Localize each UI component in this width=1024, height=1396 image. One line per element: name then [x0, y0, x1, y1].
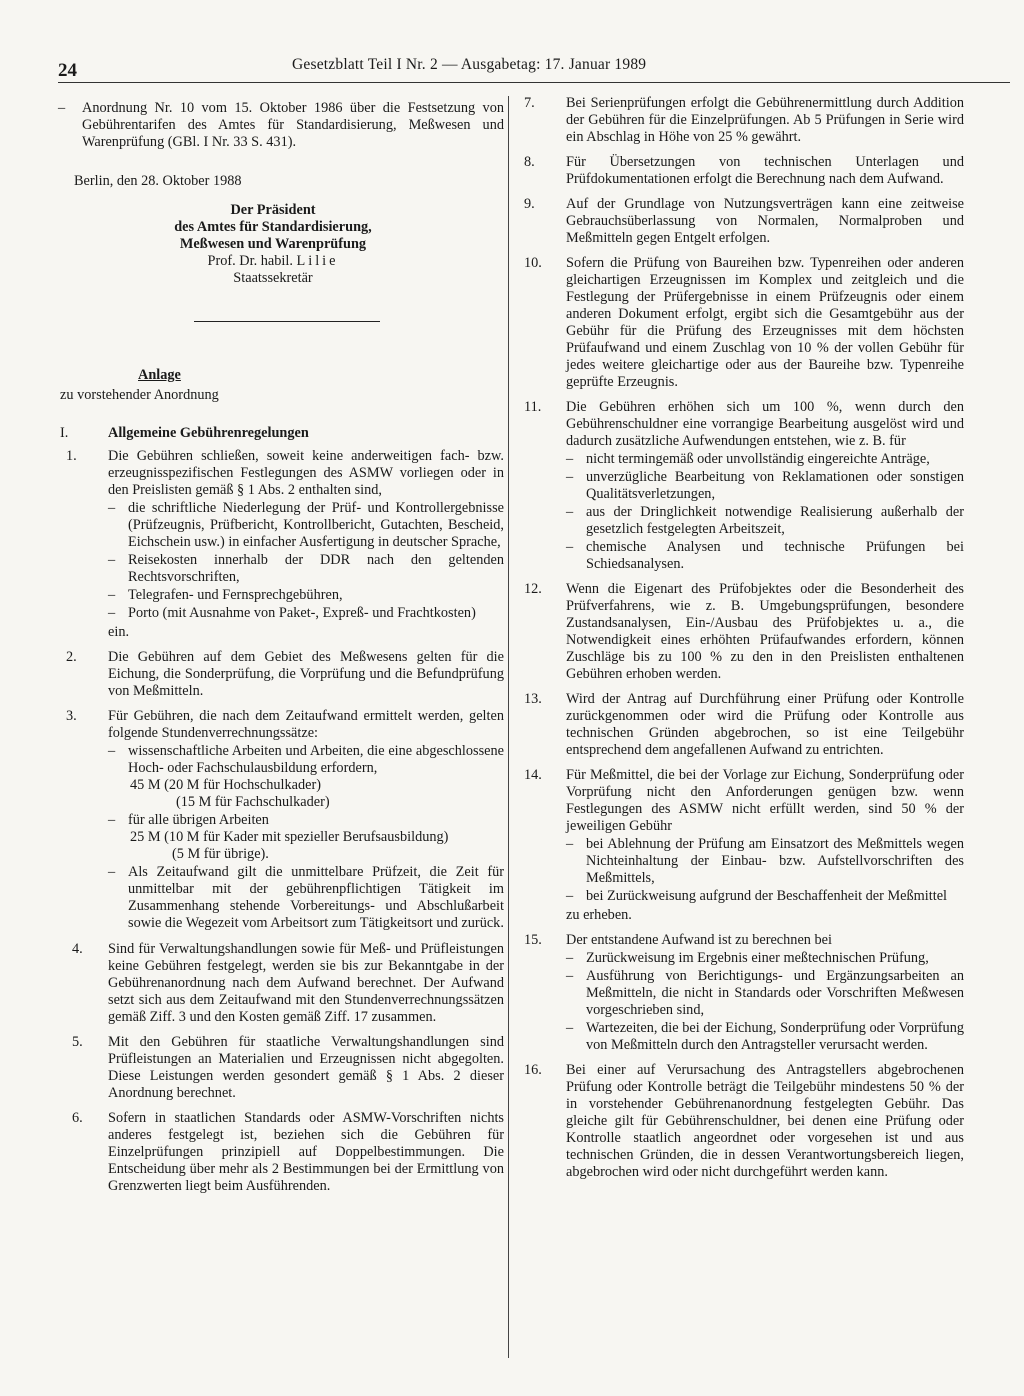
- list-item: 13. Wird der Antrag auf Durchführung einer Prüfung oder Kontrolle zurückgenommen oder wird die Prüfung oder Kontrolle aus technischen Gründen abgebrochen, so ist eine Teilgebühr entsprechend dem angefallenen Aufwand zu entrichten.: [524, 691, 964, 758]
- header-rule: [58, 82, 1010, 83]
- list-item: 8. Für Übersetzungen von technischen Unterlagen und Prüfdokumentationen erfolgt die Berechnung nach dem Aufwand.: [524, 154, 964, 187]
- anlage-title: Anlage: [138, 367, 181, 383]
- list-item: 1. Die Gebühren schließen, soweit keine anderweitigen fach- bzw. erzeugnisspezifischen Festlegungen des ASMW vorliegen oder in den Preislisten gemäß § 1 Abs. 2 enthalten sind, – die schriftliche Niederlegung der Prüf- und Kontrollergebnisse (Prüfzeugnis, Prüfbericht, Kontrollbericht, Gutachten, Bescheid, Eichschein usw.) in einfacher Ausfertigung in deutscher Sprache, – Reisekosten innerhalb der DDR nach den geltenden Rechtsvorschriften, – Telegrafen- und Fernsprechgebühren, – Porto (mit Ausnahme von Paket-, Expreß- und Frachtkosten) ein.: [66, 448, 504, 640]
- list-item: 10. Sofern die Prüfung von Baureihen bzw. Typenreihen oder anderen gleichartigen Erzeugnissen im Komplex und zeitgleich und die Festlegung der Prüfergebnisse in einem Prüfzeugnis oder einem anderen Dokument erfolgt, ergibt sich die Gesamtgebühr aus der Gebühr für die Prüfung des Erzeugnisses mit dem höchsten Prüfaufwand und einem Zuschlag von 10 % der vollen Gebühr für jedes weitere gleichartige oder aus der Baureihe bzw. Typenreihe geprüfte Erzeugnis.: [524, 255, 964, 390]
- page-header-title: Gesetzblatt Teil I Nr. 2 — Ausgabetag: 17. Januar 1989: [292, 56, 647, 73]
- place-date: Berlin, den 28. Oktober 1988: [74, 173, 242, 189]
- list-item: 7. Bei Serienprüfungen erfolgt die Gebührenermittlung durch Addition der Gebühren für die Einzelprüfungen. Ab 5 Prüfungen in Serie wird ein Abschlag in Höhe von 25 % gewährt.: [524, 95, 964, 145]
- right-column: [516, 95, 964, 1181]
- list-item: 12. Wenn die Eigenart des Prüfobjektes oder die Besonderheit des Prüfverfahrens, wie z. B. Umgebungsprüfungen, besondere Zustandsanalysen, Ein-/Ausbau des Prüfobjektes u. a., die Notwendigkeit eines erhöhten Prüfaufwandes erfordern, können Zuschläge bis zu 100 % zu den in den Preislisten enthaltenen Gebühren erhoben werden.: [524, 581, 964, 682]
- list-item: 3. Für Gebühren, die nach dem Zeitaufwand ermittelt werden, gelten folgende Stundenverrechnungssätze: – wissenschaftliche Arbeiten und Arbeiten, die eine abgeschlossene Hoch- oder Fachschulausbildung erfordern, 45 M (20 M für Hochschulkader) (15 M für Fachschulkader) – für alle übrigen Arbeiten 25 M (10 M für Kader mit spezieller Berufsausbildung) (5 M für übrige). – Als Zeitaufwand gilt die unmittelbare Prüfzeit, die Zeit für unmittelbar mit der gebührenpflichtigen Tätigkeit im Zusammenhang stehende Vorbereitungs- und Abschlußarbeit sowie die Wegezeit vom Arbeitsort zum Tätigkeitsort und zurück.: [66, 708, 504, 931]
- list-item: 11. Die Gebühren erhöhen sich um 100 %, wenn durch den Gebührenschuldner eine vorrangige Bearbeitung ausgelöst wird und dadurch zusätzliche Aufwendungen entstehen, wie z. B. für – nicht termingemäß oder unvollständig eingereichte Anträge, – unverzügliche Bearbeitung von Reklamationen oder sonstigen Qualitätsverletzungen, – aus der Dringlichkeit notwendige Realisierung außerhalb der gesetzlich festgelegten Arbeitszeit, – chemische Analysen und technische Prüfungen bei Schiedsanalysen.: [524, 399, 964, 572]
- list-item: 16. Bei einer auf Verursachung des Antragstellers abgebrochenen Prüfung oder Kontrolle beträgt die Teilgebühr mindestens 50 % der in vorstehender Gebührenanordnung festgelegten Gebühr. Das gleiche gilt für Gebührenschuldner, bei denen eine Prüfung oder Kontrolle staatlich angeordnet oder vorgesehen ist und aus technischen Gründen, die in dessen Verantwortungsbereich liegen, abgebrochen wird oder nicht durchgeführt werden kann.: [524, 1062, 964, 1180]
- list-item: 14. Für Meßmittel, die bei der Vorlage zur Eichung, Sonderprüfung oder Vorprüfung nicht den Anforderungen genügen bzw. wenn Festlegungen des ASMW nicht erfüllt werden, sind 50 % der jeweiligen Gebühr – bei Ablehnung der Prüfung am Einsatzort des Meßmittels wegen Nichteinhaltung der Einbau- bzw. Aufstellvorschriften des Meßmittels, – bei Zurückweisung aufgrund der Beschaffenheit der Meßmittel zu erheben.: [524, 767, 964, 923]
- page-number: 24: [58, 60, 77, 81]
- list-item: 2. Die Gebühren auf dem Gebiet des Meßwesens gelten für die Eichung, die Sonderprüfung, die Vorprüfung und die Befundprüfung von Meßmitteln.: [66, 649, 504, 699]
- reference-item: – Anordnung Nr. 10 vom 15. Oktober 1986 über die Festsetzung von Gebührentarifen des Amtes für Standardisierung, Meßwesen und Warenprüfung (GBl. I Nr. 33 S. 431).: [58, 100, 504, 150]
- section-heading: I. Allgemeine Gebührenregelungen: [60, 425, 309, 441]
- left-column: [58, 100, 504, 1195]
- list-item: 5. Mit den Gebühren für staatliche Verwaltungshandlungen sind Prüfleistungen an Materialien und Erzeugnissen nicht abgegolten. Diese Leistungen werden gesondert gemäß § 1 Abs. 2 dieser Anordnung berechnet.: [72, 1034, 504, 1101]
- anlage-subtitle: zu vorstehender Anordnung: [60, 387, 219, 403]
- list-item: 9. Auf der Grundlage von Nutzungsverträgen kann eine zeitweise Gebrauchsüberlassung von Normalen, Normalproben und Meßmitteln gegen Entgelt erfolgen.: [524, 196, 964, 246]
- list-item: 6. Sofern in staatlichen Standards oder ASMW-Vorschriften nichts anderes festgelegt ist, beziehen sich die Gebühren für Einzelprüfungen prinzipiell auf Doppelbestimmungen. Die Entscheidung über mehr als 2 Bestimmungen bei der Ermittlung von Grenzwerten liegt beim Ausführenden.: [72, 1110, 504, 1194]
- column-divider: [508, 96, 509, 1358]
- signatory-name: Lilie: [296, 253, 339, 269]
- list-item: 4. Sind für Verwaltungshandlungen sowie für Meß- und Prüfleistungen keine Gebühren festgelegt, werden sie bis zur Bekanntgabe in der Gebührenanordnung nach dem Aufwand berechnet. Der Aufwand setzt sich aus dem Zeitaufwand mit den Stundenverrechnungssätzen gemäß Ziff. 3 und den Kosten gemäß Ziff. 17 zusammen.: [72, 941, 504, 1025]
- list-item: 15. Der entstandene Aufwand ist zu berechnen bei – Zurückweisung im Ergebnis einer meßtechnischen Prüfung, – Ausführung von Berichtigungs- und Ergänzungsarbeiten an Meßmitteln, die nicht in Standards oder Vorschriften Meßwesen vorgeschrieben sind, – Wartezeiten, die bei der Eichung, Sonderprüfung oder Vorprüfung von Meßmitteln durch den Antragsteller verursacht werden.: [524, 932, 964, 1053]
- signature-block: Der Präsident des Amtes für Standardisierung, Meßwesen und Warenprüfung Prof. Dr. habil. Lilie Staatssekretär: [174, 202, 372, 286]
- signature-rule: [194, 321, 380, 322]
